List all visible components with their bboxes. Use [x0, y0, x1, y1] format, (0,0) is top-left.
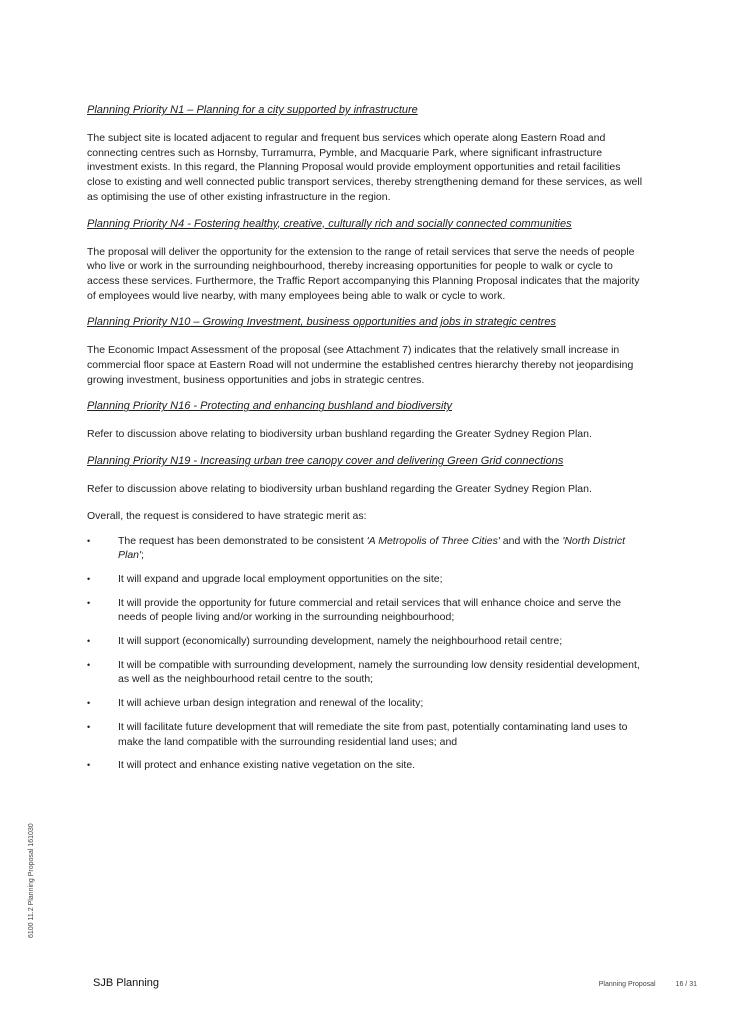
list-item	[87, 596, 647, 625]
item-text-em-metropolis: 'A Metropolis of Three Cities'	[366, 534, 500, 547]
side-reference: 6100 11.2 Planning Proposal 161030	[28, 823, 35, 938]
section-n1	[87, 103, 647, 205]
item-text: It will support (economically) surrounding development, namely the neighbourhood retail centre;	[118, 635, 563, 648]
company-name: SJB Planning	[93, 977, 160, 989]
bullet-icon: •	[87, 636, 91, 647]
section-body: Refer to discussion above relating to biodiversity urban bushland regarding the Greater Sydney Region Plan.	[87, 483, 592, 496]
list-item	[87, 720, 647, 749]
list-item	[87, 534, 647, 563]
bullet-icon: •	[87, 535, 91, 546]
bullet-icon: •	[87, 597, 91, 608]
item-text: It will provide the opportunity for future commercial and retail services that will enhance choice and serve the needs of people living and/or working in the surrounding neighbourhood;	[118, 596, 622, 624]
section-heading: Planning Priority N4 - Fostering healthy, creative, culturally rich and socially connected communities	[87, 217, 572, 230]
list-item	[87, 758, 647, 773]
item-text: It will be compatible with surrounding development, namely the surrounding low density residential development, as well as the neighbourhood retail centre to the south;	[118, 658, 640, 686]
section-n4	[87, 217, 647, 304]
page-number: 16 / 31	[675, 981, 697, 988]
section-n16	[87, 399, 647, 442]
section-heading: Planning Priority N1 – Planning for a city supported by infrastructure	[87, 104, 418, 116]
bullet-icon: •	[87, 721, 91, 732]
section-body: The proposal will deliver the opportunity for the extension to the range of retail services that serve the needs of people who live or work in the surrounding neighbourhood, thereby increasing opportunities for people to walk or cycle to access these services. Furthermore, the Traffic Report accompanying this Planning Proposal indicates that the majority of employees would live nearby, with many employees being able to walk or cycle to work.	[87, 245, 640, 302]
bullet-icon: •	[87, 659, 91, 670]
page-footer	[579, 981, 697, 988]
item-text-pre: The request has been demonstrated to be consistent	[118, 534, 367, 547]
item-text-post: ;	[141, 549, 144, 562]
item-text: It will expand and upgrade local employment opportunities on the site;	[118, 572, 443, 585]
item-text-em-north-district: 'North District Plan'	[118, 534, 625, 562]
item-text: It will achieve urban design integration and renewal of the locality;	[118, 697, 424, 710]
page-content	[87, 103, 647, 782]
list-item	[87, 696, 647, 711]
bullet-icon: •	[87, 698, 91, 709]
list-item	[87, 572, 647, 587]
bullet-icon: •	[87, 573, 91, 584]
document-label: Planning Proposal	[598, 981, 656, 988]
section-body: The subject site is located adjacent to regular and frequent bus services which operate along Eastern Road and connecting centres such as Hornsby, Turramurra, Pymble, and Macquarie Park, where significant infrastructure investment exists. In this regard, the Planning Proposal would provide employment opportunities and retail facilities close to existing and well connected public transport services, thereby strengthening demand for these services, as well as optimising the use of other existing infrastructure in the region.	[87, 132, 643, 203]
list-item	[87, 658, 647, 687]
section-heading: Planning Priority N19 - Increasing urban tree canopy cover and delivering Green Grid connections	[87, 455, 564, 468]
overall-intro: Overall, the request is considered to have strategic merit as:	[87, 509, 367, 522]
section-n19	[87, 454, 647, 497]
section-n10	[87, 315, 647, 387]
section-heading: Planning Priority N10 – Growing Investment, business opportunities and jobs in strategic centres	[87, 316, 556, 329]
item-text: It will facilitate future development that will remediate the site from past, potentially contaminating land uses to make the land compatible with the surrounding residential land uses; and	[118, 720, 628, 748]
bullet-icon: •	[87, 760, 91, 771]
list-item	[87, 634, 647, 649]
section-heading: Planning Priority N16 - Protecting and enhancing bushland and biodiversity	[87, 400, 453, 413]
merit-list	[87, 534, 647, 773]
section-body: Refer to discussion above relating to biodiversity urban bushland regarding the Greater Sydney Region Plan.	[87, 428, 592, 441]
section-body: The Economic Impact Assessment of the proposal (see Attachment 7) indicates that the relatively small increase in commercial floor space at Eastern Road will not undermine the established centres hierarchy thereby not jeopardising growing investment, business opportunities and jobs in strategic centres.	[87, 344, 634, 386]
item-text: It will protect and enhance existing native vegetation on the site.	[118, 759, 416, 772]
item-text-mid: and with the	[499, 534, 563, 547]
